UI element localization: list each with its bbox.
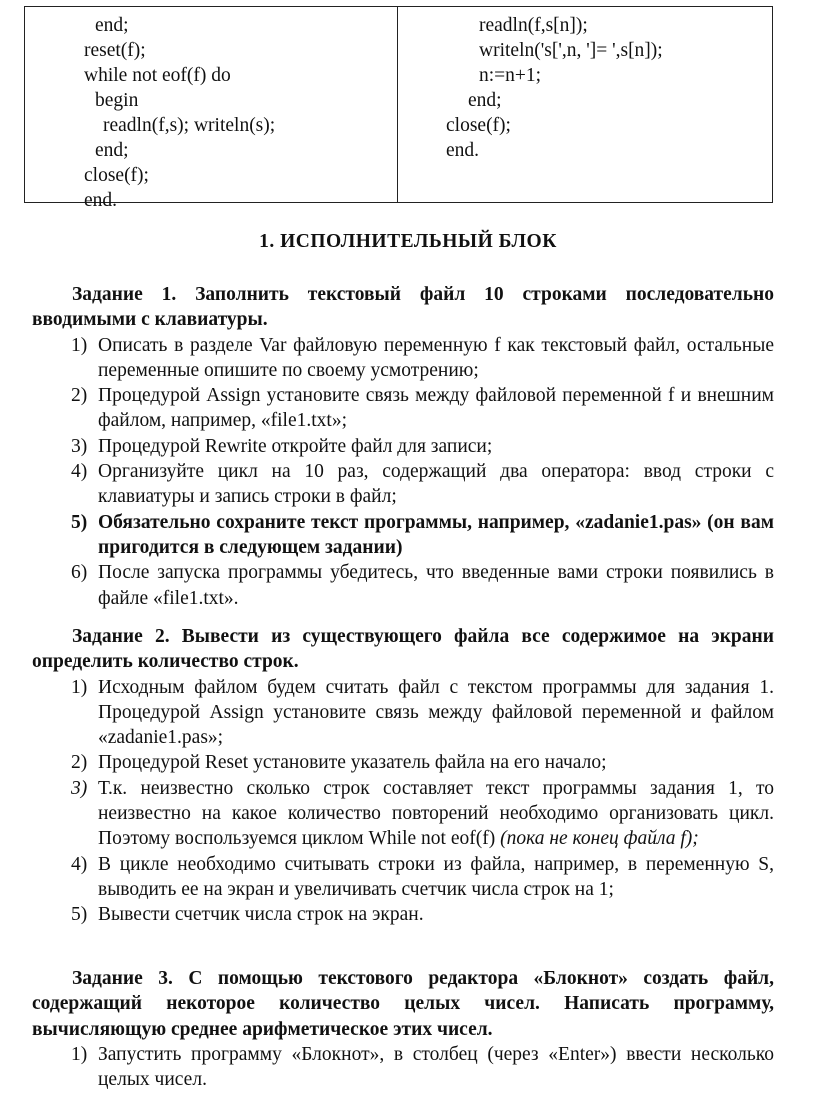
item-number: 4) bbox=[71, 461, 88, 483]
item-number: 5) bbox=[71, 511, 88, 533]
task-1-title bbox=[32, 282, 774, 333]
list-item bbox=[32, 902, 774, 927]
item-text: Процедурой Assign установите связь между файловой переменной f и внешним файлом, например, «file1.txt»; bbox=[98, 385, 774, 432]
item-number: 1) bbox=[71, 334, 88, 356]
list-item bbox=[32, 459, 774, 510]
code-line: n:=n+1; bbox=[479, 65, 542, 86]
list-item bbox=[32, 852, 774, 903]
code-line: close(f); bbox=[84, 165, 149, 186]
item-text: Организуйте цикл на 10 раз, содержащий два оператора: ввод строки с клавиатуры и запись строки в файл; bbox=[98, 461, 774, 508]
task-3-list bbox=[32, 1042, 774, 1093]
task-2 bbox=[32, 624, 774, 928]
item-text: Исходным файлом будем считать файл с текстом программы для задания 1. Процедурой Assign установите связь между файловой переменной и файлом «zadanie1.pas»; bbox=[98, 676, 774, 749]
list-item bbox=[32, 750, 774, 775]
list-item bbox=[32, 434, 774, 459]
item-number: 6) bbox=[71, 562, 88, 584]
task-3-title-text: Задание 3. С помощью текстового редактора «Блокнот» создать файл, содержащий некоторое количество целых чисел. Написать программу, вычисляющую среднее арифметическое этих чисел. bbox=[32, 968, 774, 1040]
task-2-list bbox=[32, 675, 774, 928]
task-3 bbox=[32, 966, 774, 1092]
code-line: end; bbox=[468, 90, 502, 111]
task-1-list bbox=[32, 333, 774, 611]
list-item bbox=[32, 675, 774, 751]
task-1-title-text: Задание 1. Заполнить текстовый файл 10 строками последовательно вводимыми с клавиатуры. bbox=[32, 284, 774, 331]
code-column-left bbox=[25, 7, 398, 211]
list-item bbox=[32, 333, 774, 384]
item-number: 5) bbox=[71, 904, 88, 926]
item-text: В цикле необходимо считывать строки из файла, например, в переменную S, выводить ее на экран и увеличивать счетчик числа строк на 1; bbox=[98, 853, 774, 900]
list-item bbox=[32, 560, 774, 611]
list-item bbox=[32, 1042, 774, 1093]
code-line: begin bbox=[95, 90, 139, 111]
item-number: 3) bbox=[71, 435, 88, 457]
item-text: Описать в разделе Var файловую переменную f как текстовый файл, остальные переменные опишите по своему усмотрению; bbox=[98, 334, 774, 381]
item-number: 1) bbox=[71, 676, 88, 698]
code-line: while not eof(f) do bbox=[84, 65, 231, 86]
list-item bbox=[32, 383, 774, 434]
item-text: Запустить программу «Блокнот», в столбец (через «Enter») ввести несколько целых чисел. bbox=[98, 1043, 774, 1091]
code-line: readln(f,s); writeln(s); bbox=[103, 115, 276, 136]
code-line: readln(f,s[n]); bbox=[479, 15, 588, 36]
task-1 bbox=[32, 282, 774, 611]
item-number: 4) bbox=[71, 853, 88, 875]
item-text: Т.к. неизвестно сколько строк составляет текст программы задания 1, то неизвестно на какое количество повторений необходимо организовать цикл. Поэтому воспользуемся циклом While not eof(f) bbox=[98, 777, 774, 850]
item-number: 1) bbox=[71, 1043, 88, 1065]
code-line: end. bbox=[84, 190, 118, 211]
code-table bbox=[24, 6, 773, 211]
code-line: reset(f); bbox=[84, 40, 146, 61]
code-column-right bbox=[398, 7, 772, 202]
item-number: 2) bbox=[71, 752, 88, 774]
item-text: После запуска программы убедитесь, что введенные вами строки появились в файле «file1.txt». bbox=[98, 562, 774, 609]
item-text: Процедурой Reset установите указатель файла на его начало; bbox=[98, 752, 607, 774]
code-line: end; bbox=[95, 140, 129, 161]
code-line: close(f); bbox=[446, 115, 511, 136]
item-number: 3) bbox=[71, 777, 88, 799]
code-line: writeln('s[',n, ']= ',s[n]); bbox=[479, 40, 663, 61]
task-2-title-text: Задание 2. Вывести из существующего файла все содержимое на экрани определить количество строк. bbox=[32, 626, 774, 673]
item-text: Вывести счетчик числа строк на экран. bbox=[98, 904, 424, 926]
item-number: 2) bbox=[71, 385, 88, 407]
list-item bbox=[32, 776, 774, 852]
code-line: end; bbox=[95, 15, 129, 36]
task-2-title bbox=[32, 624, 774, 675]
item-text: Процедурой Rewrite откройте файл для записи; bbox=[98, 435, 493, 457]
code-line: end. bbox=[446, 140, 480, 161]
item-text-italic: (пока не конец файла f); bbox=[500, 828, 699, 850]
task-3-title bbox=[32, 966, 774, 1042]
list-item bbox=[32, 510, 774, 561]
item-text: Обязательно сохраните текст программы, например, «zadanie1.pas» (он вам пригодится в следующем задании) bbox=[98, 511, 774, 558]
section-heading: 1. ИСПОЛНИТЕЛЬНЫЙ БЛОК bbox=[259, 231, 557, 252]
